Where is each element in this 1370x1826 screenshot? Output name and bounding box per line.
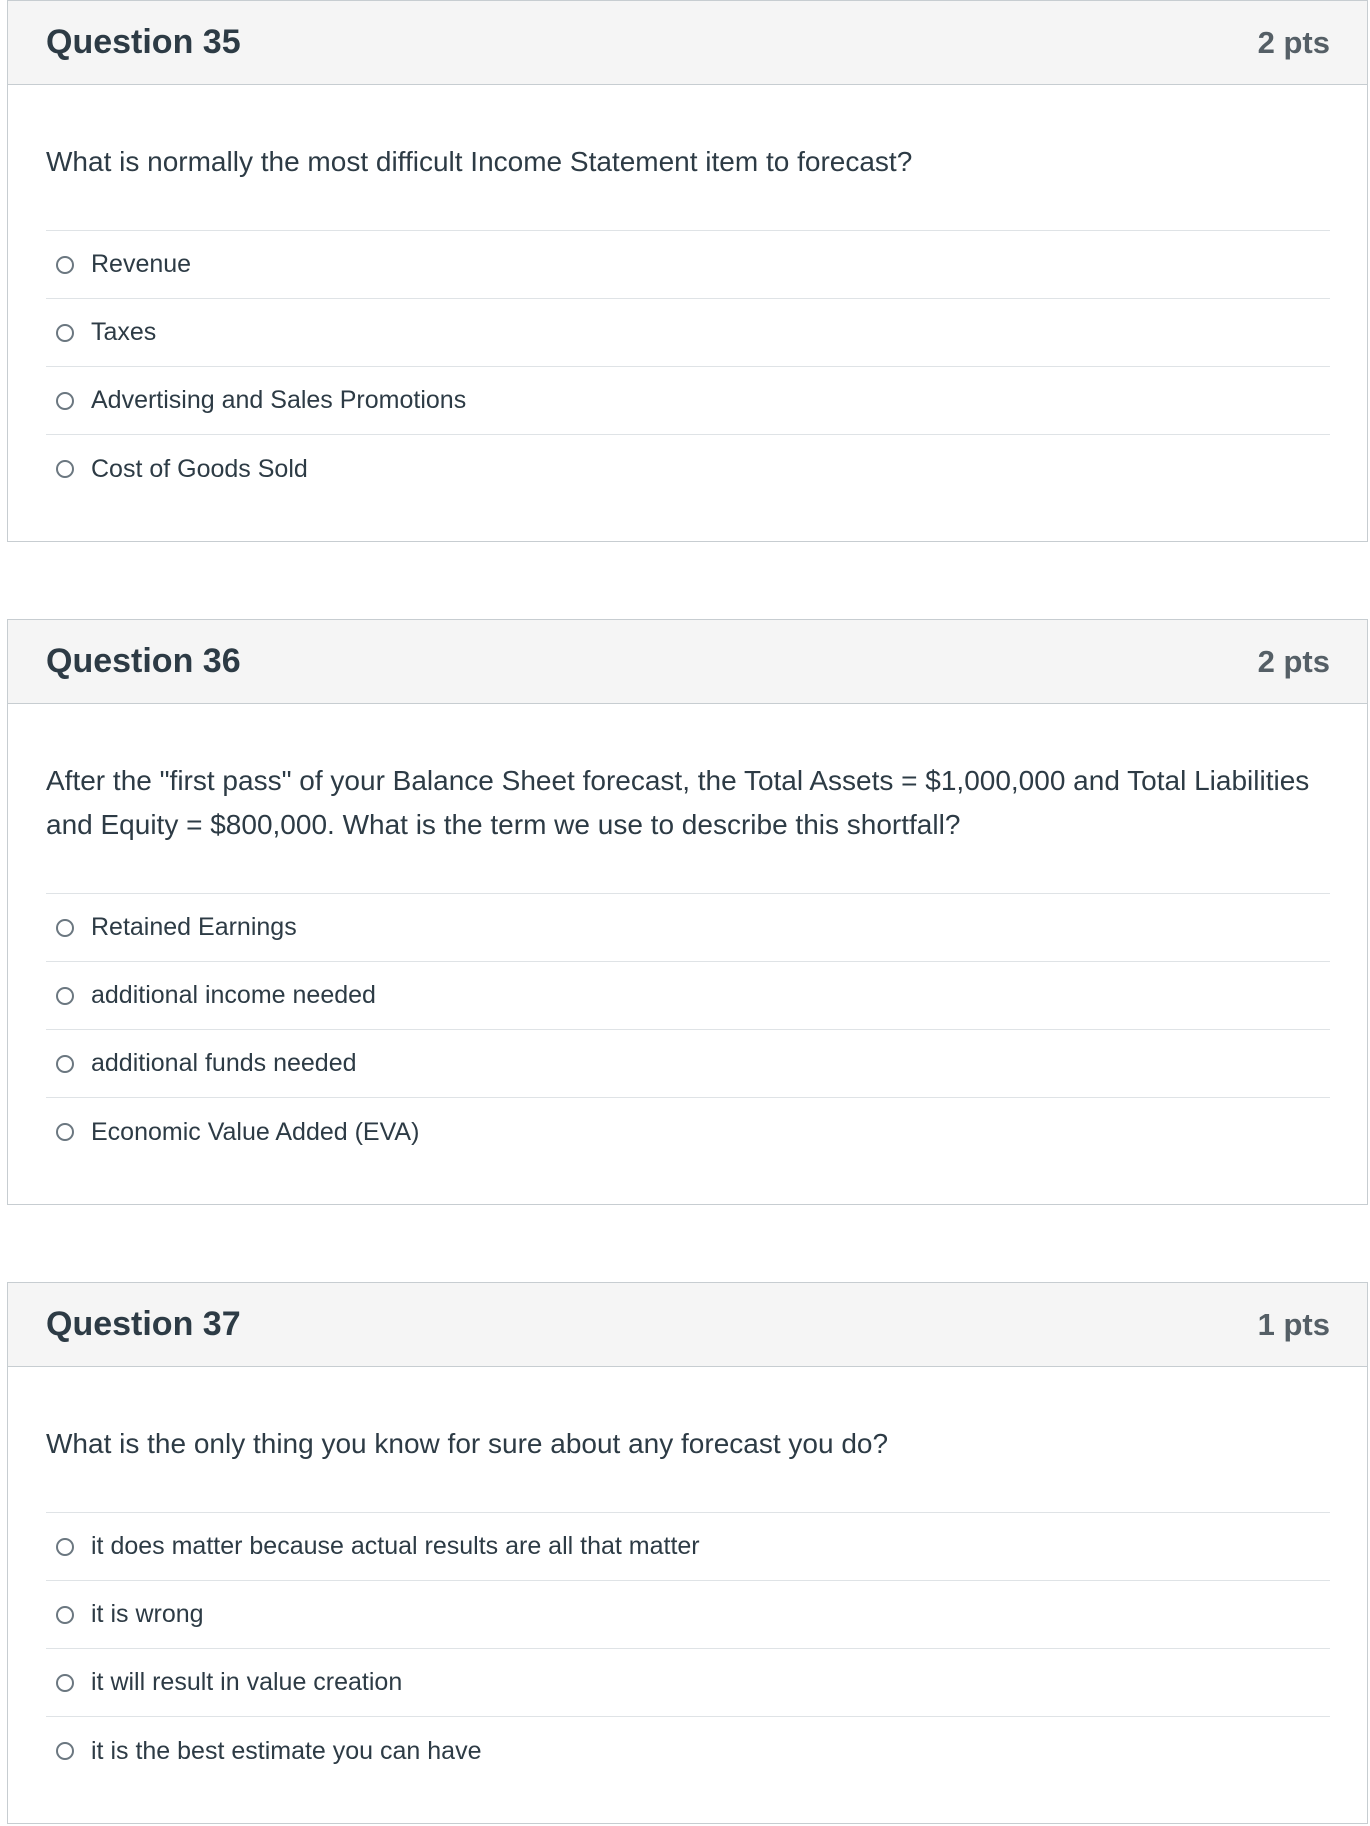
answer-label: it does matter because actual results are all that matter [91,1532,700,1560]
question-header [8,620,1367,704]
question-header [8,1283,1367,1367]
answer-label: additional income needed [91,981,376,1009]
question-36-card [7,619,1368,1205]
answer-list [46,230,1330,503]
answer-option[interactable] [46,231,1330,299]
question-title: Question 35 [46,23,241,61]
radio-button[interactable] [56,1606,74,1624]
answer-option[interactable] [46,1649,1330,1717]
radio-button[interactable] [56,1742,74,1760]
question-37-card [7,1282,1368,1824]
question-text: After the "first pass" of your Balance Sheet forecast, the Total Assets = $1,000,000 and Total Liabilities and Equity = $800,000. What is the term we use to describe this shortfall? [46,765,1310,840]
radio-button[interactable] [56,460,74,478]
answer-option[interactable] [46,1098,1330,1166]
answer-option[interactable] [46,367,1330,435]
question-points: 2 pts [1257,24,1330,60]
answer-option[interactable] [46,1513,1330,1581]
answer-option[interactable] [46,1717,1330,1785]
radio-button[interactable] [56,392,74,410]
question-text: What is normally the most difficult Income Statement item to forecast? [46,146,913,177]
question-body [8,85,1367,503]
answer-label: Advertising and Sales Promotions [91,386,467,414]
question-35-card [7,0,1368,542]
answer-option[interactable] [46,962,1330,1030]
answer-option[interactable] [46,1581,1330,1649]
answer-list [46,893,1330,1166]
question-header [8,1,1367,85]
answer-label: Revenue [91,250,192,278]
answer-label: Retained Earnings [91,913,297,941]
answer-option[interactable] [46,435,1330,503]
radio-button[interactable] [56,1123,74,1141]
answer-list [46,1512,1330,1785]
radio-button[interactable] [56,1538,74,1556]
radio-button[interactable] [56,919,74,937]
answer-label: it is wrong [91,1600,204,1628]
radio-button[interactable] [56,324,74,342]
answer-option[interactable] [46,894,1330,962]
question-title: Question 37 [46,1305,241,1343]
radio-button[interactable] [56,1055,74,1073]
answer-label: it will result in value creation [91,1668,403,1696]
radio-button[interactable] [56,987,74,1005]
question-points: 2 pts [1257,643,1330,679]
answer-label: Cost of Goods Sold [91,454,308,483]
radio-button[interactable] [56,256,74,274]
radio-button[interactable] [56,1674,74,1692]
answer-label: Economic Value Added (EVA) [91,1117,420,1146]
answer-label: it is the best estimate you can have [91,1736,482,1765]
question-text: What is the only thing you know for sure about any forecast you do? [46,1428,889,1459]
question-body [8,704,1367,1166]
answer-label: additional funds needed [91,1049,357,1077]
answer-option[interactable] [46,299,1330,367]
question-body [8,1367,1367,1785]
answer-label: Taxes [91,318,157,346]
answer-option[interactable] [46,1030,1330,1098]
question-title: Question 36 [46,642,241,680]
question-points: 1 pts [1257,1306,1330,1342]
